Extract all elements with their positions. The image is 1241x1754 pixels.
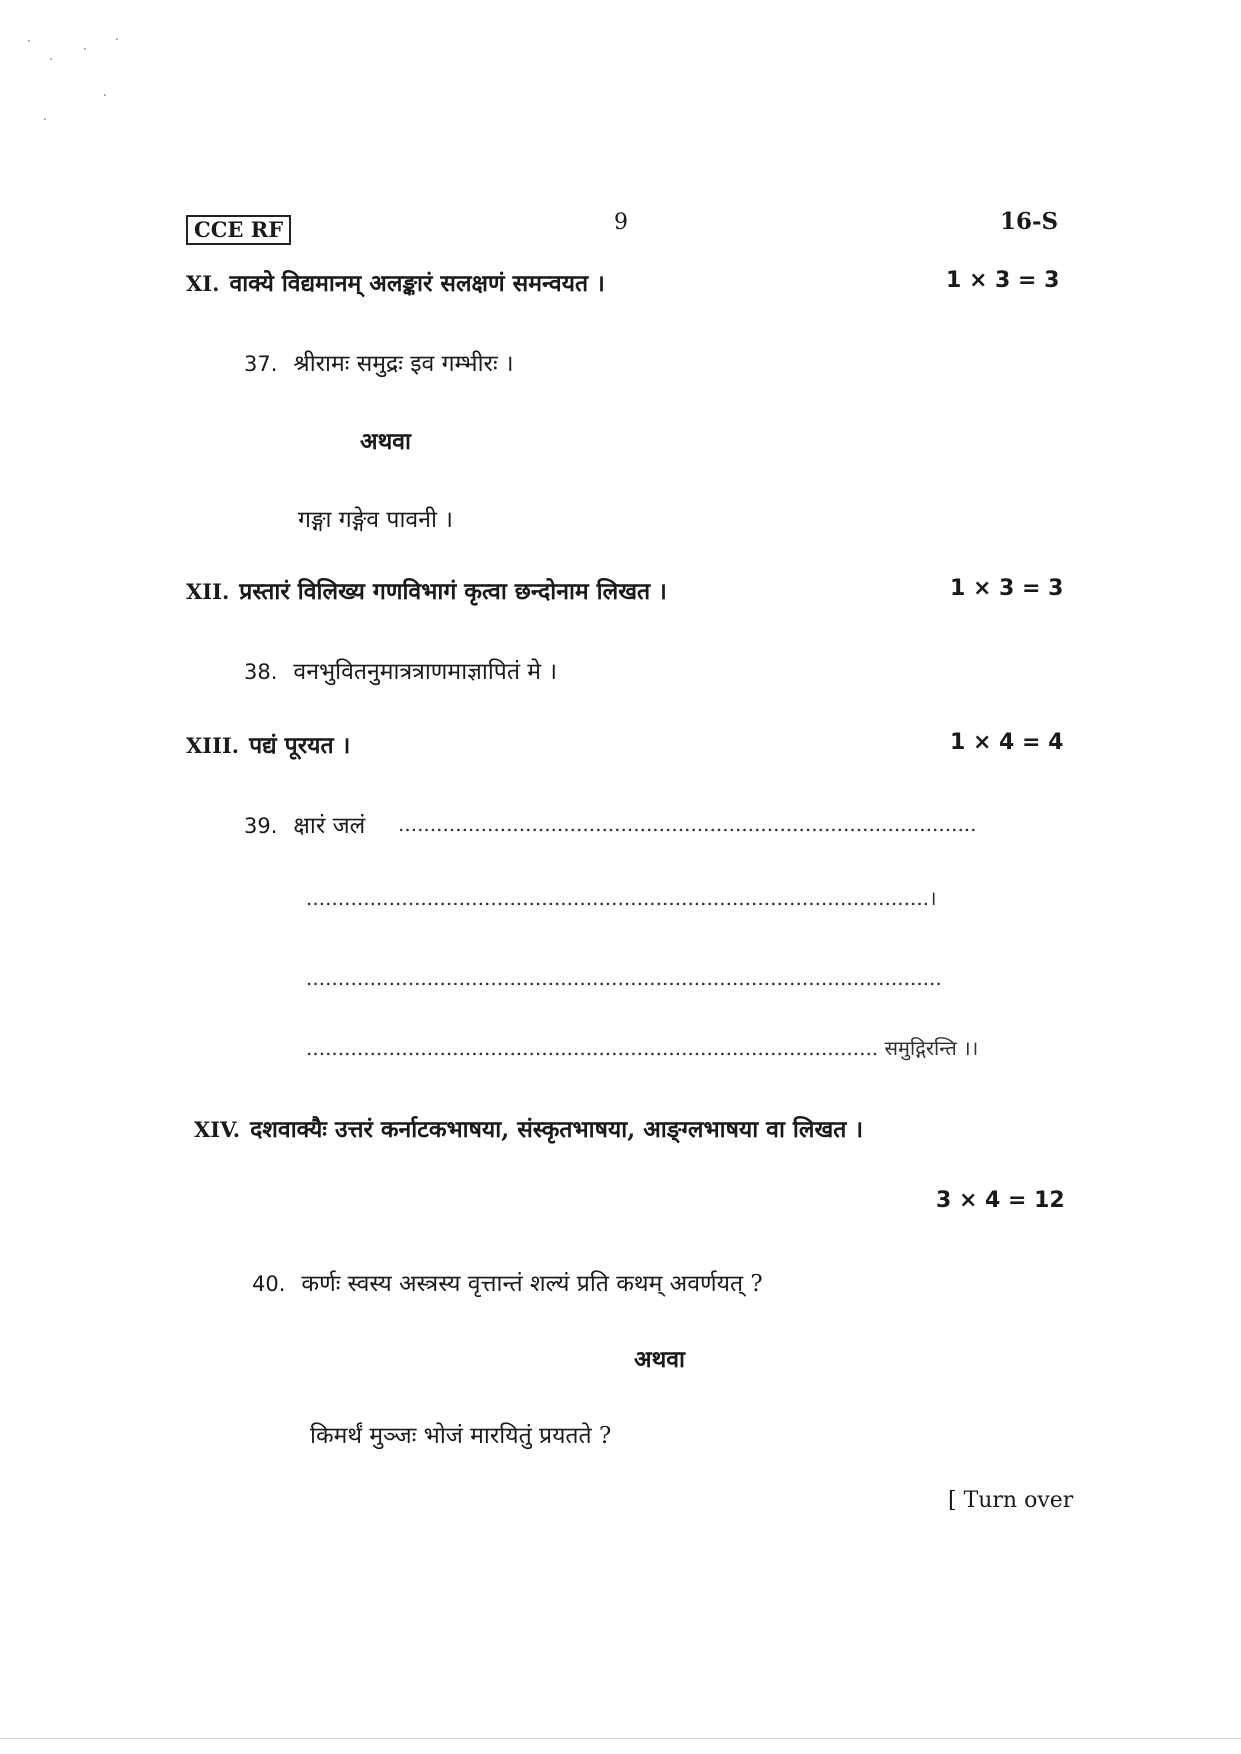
turn-over-note: [ Turn over [948, 1488, 1074, 1513]
question-item [244, 654, 557, 686]
paper-id: 16-S [1000, 208, 1059, 235]
page-bottom-edge [0, 1738, 1241, 1739]
section-instruction: वाक्ये विद्यमानम् अलङ्कारं सलक्षणं समन्वयत । [229, 270, 605, 297]
question-number: 40. [252, 1272, 286, 1296]
page-number: 9 [614, 210, 628, 235]
scan-speck [84, 48, 86, 50]
question-number: 39. [244, 814, 278, 838]
section-heading-xi [186, 266, 605, 298]
paper-code-box: CCE RF [186, 215, 291, 245]
fill-line-dots: ........................................................................................... [398, 812, 977, 836]
question-number: 37. [244, 352, 278, 376]
question-item [244, 808, 365, 840]
scan-speck [28, 40, 30, 42]
section-roman-numeral: XIV. [194, 1117, 241, 1142]
fill-line-dots: .................................................................................................... [306, 966, 942, 990]
scan-speck [104, 94, 106, 96]
section-marks: 3 × 4 = 12 [936, 1188, 1065, 1213]
section-roman-numeral: XII. [186, 579, 230, 604]
question-text: वनभुवितनुमात्रत्राणमाज्ञापितं मे । [293, 659, 558, 685]
section-instruction: प्रस्तारं विलिख्य गणविभागं कृत्वा छन्दोनाम लिखत । [239, 578, 667, 605]
section-roman-numeral: XI. [186, 271, 220, 296]
question-text: कर्णः स्वस्य अस्त्रस्य वृत्तान्तं शल्यं प्रति कथम् अवर्णयत् ? [301, 1271, 763, 1297]
scan-speck [44, 118, 46, 120]
scan-speck [50, 58, 52, 60]
fill-line-dots: .......................................................................................... समुद्गिरन्ति ।। [306, 1036, 979, 1060]
section-instruction: दशवाक्यैः उत्तरं कर्नाटकभाषया, संस्कृतभाषया, आङ्ग्लभाषया वा लिखत । [250, 1116, 864, 1143]
or-label: अथवा [360, 428, 412, 455]
section-marks: 1 × 3 = 3 [946, 268, 1060, 293]
scan-speck [116, 38, 118, 40]
alternative-question: किमर्थं मुञ्जः भोजं मारयितुं प्रयतते ? [310, 1423, 612, 1449]
alternative-question: गङ्गा गङ्गेव पावनी । [298, 507, 453, 533]
question-number: 38. [244, 660, 278, 684]
section-roman-numeral: XIII. [186, 733, 240, 758]
question-item [252, 1266, 763, 1298]
fill-line-dots: ..................................................................................................। [306, 886, 937, 910]
section-marks: 1 × 3 = 3 [950, 576, 1064, 601]
section-heading-xii [186, 574, 667, 606]
question-text: श्रीरामः समुद्रः इव गम्भीरः । [293, 351, 514, 377]
or-label: अथवा [634, 1346, 686, 1373]
section-instruction: पद्यं पूरयत । [249, 732, 351, 759]
question-item [244, 346, 514, 378]
section-heading-xiv [194, 1112, 863, 1144]
question-text: क्षारं जलं [293, 813, 366, 839]
section-marks: 1 × 4 = 4 [950, 730, 1064, 755]
section-heading-xiii [186, 728, 350, 760]
